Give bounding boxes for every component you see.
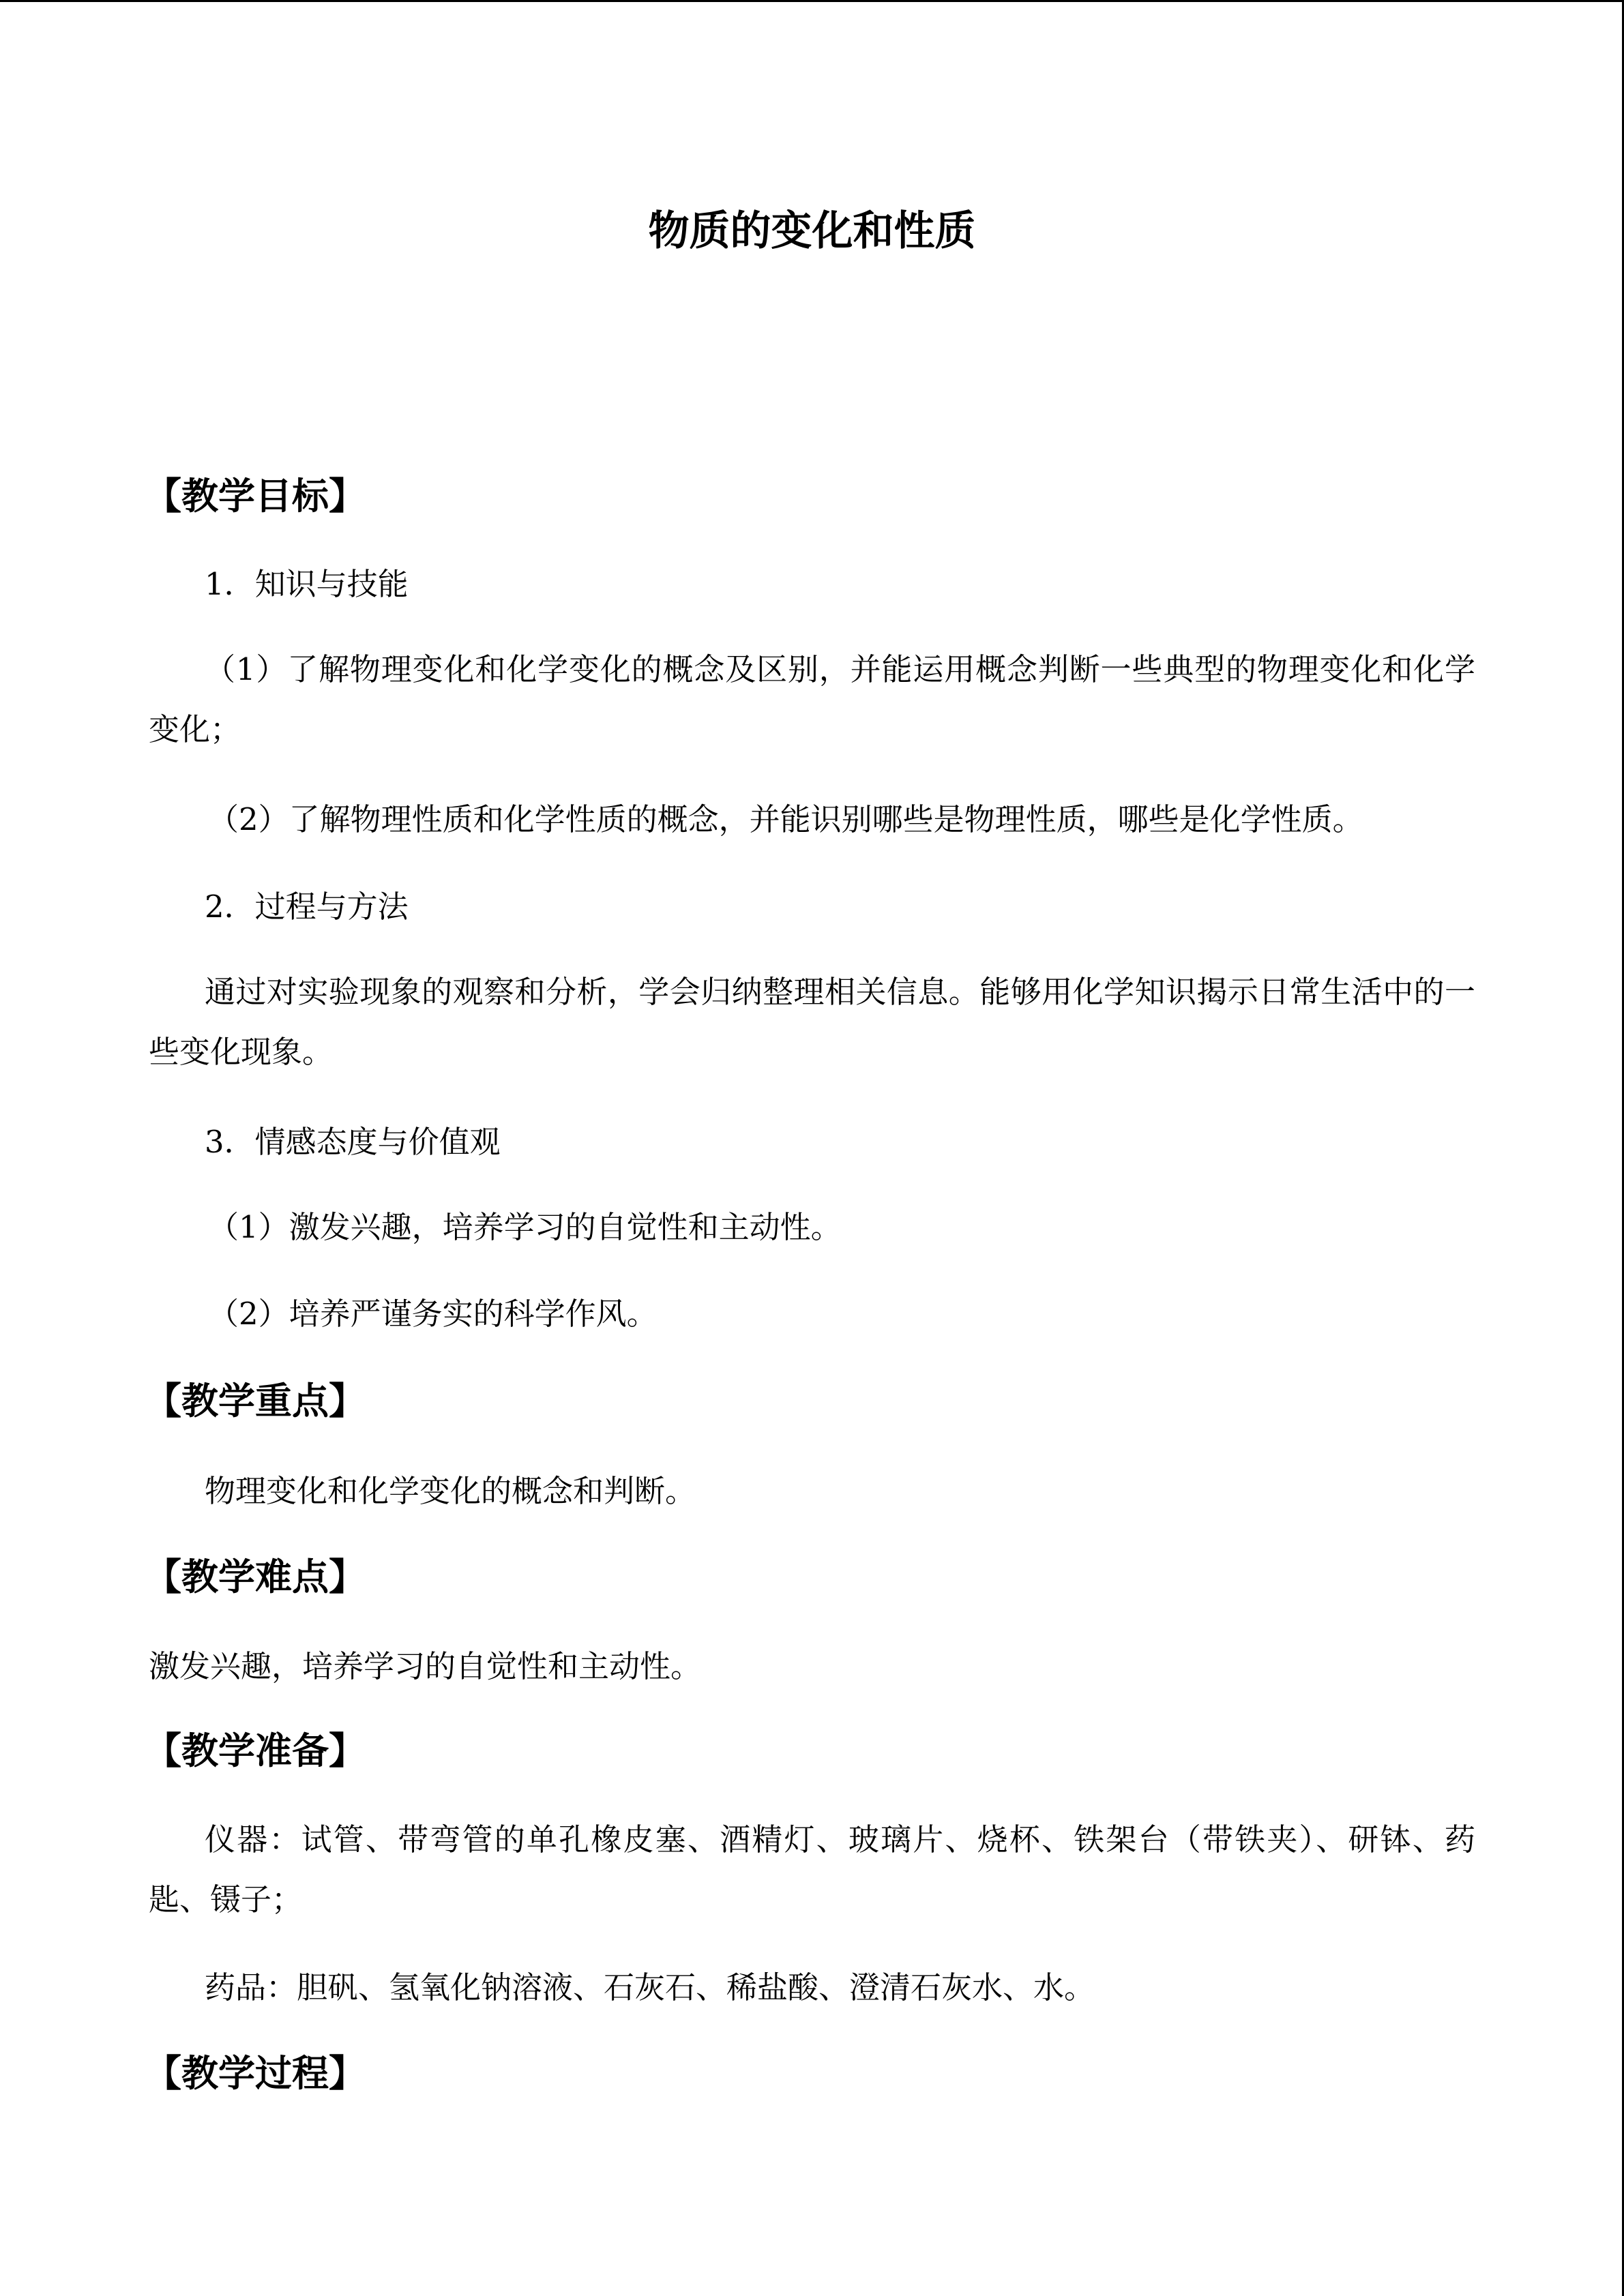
heading-process: 【教学过程】 <box>145 2052 366 2095</box>
heading-difficulties: 【教学难点】 <box>145 1555 366 1598</box>
heading-objectives: 【教学目标】 <box>145 475 366 518</box>
objective-1-title: 1．知识与技能 <box>205 566 409 602</box>
objective-3-paragraph-2: （2）培养严谨务实的科学作风。 <box>208 1296 658 1332</box>
difficulties-text: 激发兴趣，培养学习的自觉性和主动性。 <box>149 1648 702 1684</box>
objective-2-paragraph-1: 通过对实验现象的观察和分析，学会归纳整理相关信息。能够用化学知识揭示日常生活中的一些变化现象。 <box>149 974 1475 1070</box>
heading-preparation: 【教学准备】 <box>145 1729 366 1772</box>
key-points-text: 物理变化和化学变化的概念和判断。 <box>205 1473 696 1509</box>
objective-3-title: 3．情感态度与价值观 <box>205 1124 501 1160</box>
heading-key-points: 【教学重点】 <box>145 1380 366 1422</box>
objective-3-paragraph-1: （1）激发兴趣，培养学习的自觉性和主动性。 <box>208 1209 842 1245</box>
objective-1-paragraph-1: （1）了解物理变化和化学变化的概念及区别，并能运用概念判断一些典型的物理变化和化学变化； <box>149 651 1475 747</box>
preparation-reagents: 药品：胆矾、氢氧化钠溶液、石灰石、稀盐酸、澄清石灰水、水。 <box>205 1969 1095 2006</box>
objective-2-title: 2．过程与方法 <box>205 889 409 925</box>
preparation-instruments: 仪器：试管、带弯管的单孔橡皮塞、酒精灯、玻璃片、烧杯、铁架台（带铁夹）、研钵、药匙、镊子； <box>149 1821 1475 1918</box>
objective-1-paragraph-2: （2）了解物理性质和化学性质的概念，并能识别哪些是物理性质，哪些是化学性质。 <box>208 801 1363 837</box>
page-title: 物质的变化和性质 <box>648 207 976 255</box>
